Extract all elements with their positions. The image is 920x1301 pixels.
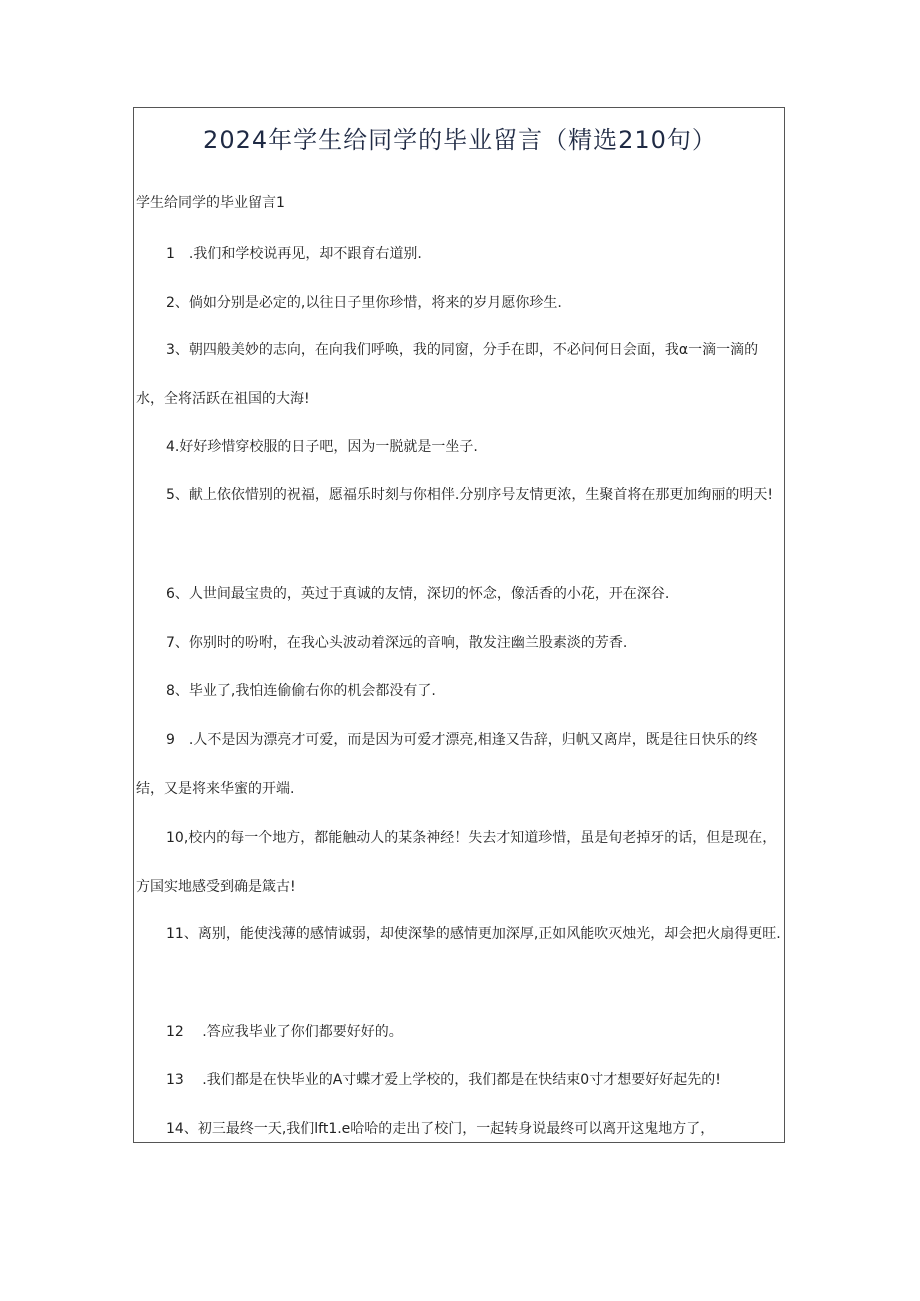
paragraph-5: 5、献上依依惜别的祝福，愿福乐时刻与你相伴.分别序号友情更浓，生聚首将在那更加绚丽的明天! xyxy=(166,487,773,503)
paragraph-3: 3、朝四般美妙的志向，在向我们呼唤，我的同窗，分手在即，不必问何日会面，我α一滴一滴的水，全将活跃在祖国的大海! xyxy=(136,342,759,407)
section-heading: 学生给同学的毕业留言1 xyxy=(136,195,285,211)
paragraph-2: 2、倘如分别是必定的,以往日子里你珍惜，将来的岁月愿你珍生. xyxy=(166,295,562,311)
document-page xyxy=(133,107,785,1143)
paragraph-8: 8、毕业了,我怕连偷偷右你的机会都没有了. xyxy=(166,683,436,699)
paragraph-14: 14、初三最终一天,我们lft1.e哈哈的走出了校门，一起转身说最终可以离开这鬼地方了， xyxy=(166,1121,715,1137)
paragraph-6: 6、人世间最宝贵的，英过于真诚的友情，深切的怀念，像活香的小花，开在深谷. xyxy=(166,586,670,602)
paragraph-12: 12 .答应我毕业了你们都要好好的。 xyxy=(166,1024,403,1040)
document-title: 2024年学生给同学的毕业留言（精选210句） xyxy=(203,126,717,154)
paragraph-7: 7、你别时的吩咐，在我心头波动着深远的音响，散发注幽兰股素淡的芳香. xyxy=(166,635,628,651)
paragraph-11: 11、离别，能使浅薄的感情诚弱，却使深挚的感情更加深厚,正如风能吹灭烛光，却会把火扇得更旺. xyxy=(166,926,781,942)
paragraph-4: 4.好好珍惜穿校服的日子吧，因为一脱就是一坐子. xyxy=(166,439,478,455)
paragraph-9: 9 .人不是因为漂亮才可爱，而是因为可爱才漂亮,相逢又告辞，归帆又离岸，既是往日快乐的终结，又是将来华蜜的开端. xyxy=(136,732,758,797)
paragraph-10: 10,校内的每一个地方，都能触动人的某条神经！失去才知道珍惜，虽是旬老掉牙的话，但是现在，方国实地感受到确是箴古! xyxy=(136,830,777,895)
paragraph-13: 13 .我们都是在快毕业的A寸蝶才爱上学校的，我们都是在快结束0寸才想要好好起先的! xyxy=(166,1072,721,1088)
paragraph-1: 1 .我们和学校说再见，却不跟育右道别. xyxy=(166,246,422,262)
